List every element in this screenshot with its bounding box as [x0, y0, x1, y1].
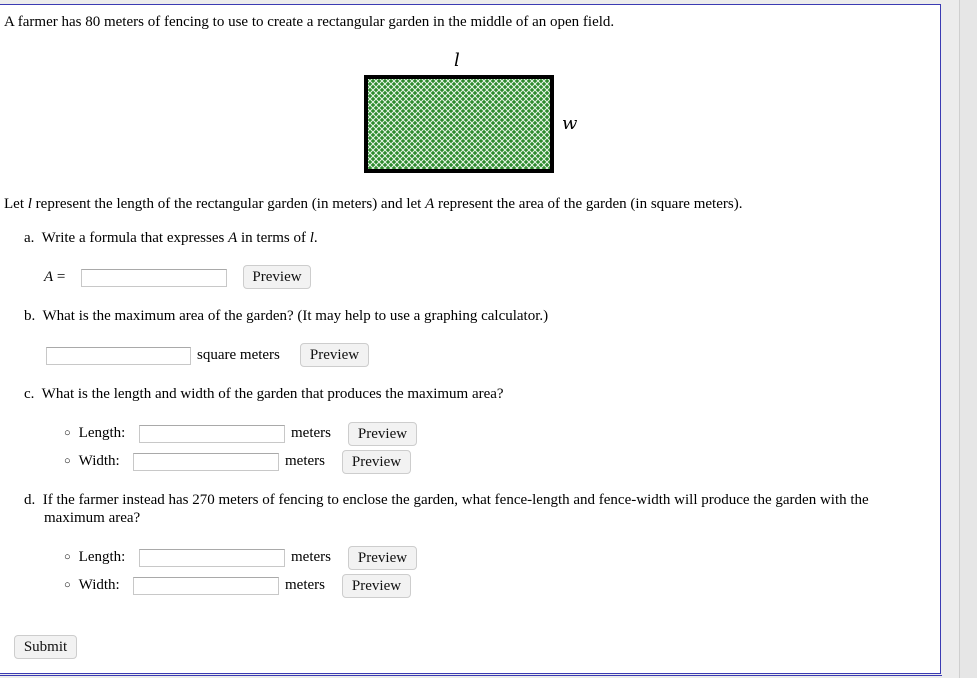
- problem-intro: A farmer has 80 meters of fencing to use to create a rectangular garden in the middle of an open field.: [4, 14, 615, 30]
- setup-var-l: l: [27, 196, 32, 212]
- part-c-width-label: [64, 453, 120, 470]
- preview-button-a[interactable]: Preview: [243, 265, 311, 289]
- part-d-width-text: Width:: [78, 577, 120, 593]
- part-a-marker: a.: [24, 230, 35, 246]
- panel-bottom-border: [0, 675, 942, 676]
- part-c-width-text: Width:: [78, 453, 120, 469]
- part-a-lhs-eq: =: [56, 269, 66, 285]
- part-d-question-line1: [24, 492, 869, 509]
- part-d-question-line2: maximum area?: [44, 510, 141, 526]
- part-a-lhs: [44, 269, 65, 286]
- garden-rectangle: [366, 77, 552, 171]
- part-a-suffix: .: [313, 230, 318, 246]
- submit-button[interactable]: Submit: [14, 635, 77, 659]
- part-a-var-l: l: [309, 230, 314, 246]
- preview-button-d-width[interactable]: Preview: [342, 574, 411, 598]
- garden-figure: [364, 75, 554, 173]
- part-c-width-input[interactable]: [133, 453, 279, 471]
- part-d-length-unit: meters: [291, 549, 331, 565]
- bullet-icon: ○: [64, 455, 71, 467]
- max-area-input[interactable]: [46, 347, 191, 365]
- part-d-width-input[interactable]: [133, 577, 279, 595]
- part-d-marker: d.: [24, 492, 36, 508]
- part-b-marker: b.: [24, 308, 36, 324]
- part-c-text: What is the length and width of the garden that produces the maximum area?: [41, 386, 504, 402]
- part-a-question: [24, 230, 318, 247]
- part-c-length-unit: meters: [291, 425, 331, 441]
- part-d-length-input[interactable]: [139, 549, 285, 567]
- bullet-icon: ○: [64, 551, 71, 563]
- part-a-lhs-var: A: [44, 269, 54, 285]
- part-d-width-unit: meters: [285, 577, 325, 593]
- setup-middle: represent the length of the rectangular garden (in meters) and let: [31, 196, 426, 212]
- part-d-text-1: If the farmer instead has 270 meters of fencing to enclose the garden, what fence-length and fence-width will produce the garden with the: [42, 492, 869, 508]
- preview-button-c-length[interactable]: Preview: [348, 422, 417, 446]
- part-c-length-text: Length:: [78, 425, 126, 441]
- part-c-question: [24, 386, 504, 403]
- setup-var-A: A: [425, 196, 435, 212]
- preview-button-c-width[interactable]: Preview: [342, 450, 411, 474]
- preview-button-d-length[interactable]: Preview: [348, 546, 417, 570]
- formula-input[interactable]: [81, 269, 227, 287]
- part-b-text: What is the maximum area of the garden? (It may help to use a graphing calculator.): [42, 308, 549, 324]
- problem-setup: [4, 196, 742, 213]
- part-a-var-A: A: [228, 230, 238, 246]
- bullet-icon: ○: [64, 427, 71, 439]
- part-a-prefix: Write a formula that expresses: [41, 230, 229, 246]
- part-c-width-unit: meters: [285, 453, 325, 469]
- part-b-unit: square meters: [197, 347, 280, 363]
- preview-button-b[interactable]: Preview: [300, 343, 369, 367]
- width-label: w: [562, 113, 578, 134]
- part-c-marker: c.: [24, 386, 35, 402]
- part-b-question: [24, 308, 548, 325]
- setup-prefix: Let: [4, 196, 28, 212]
- page-scrollbar[interactable]: [959, 0, 977, 678]
- part-d-width-label: [64, 577, 120, 594]
- bullet-icon: ○: [64, 579, 71, 591]
- part-c-length-label: [64, 425, 125, 442]
- part-c-length-input[interactable]: [139, 425, 285, 443]
- length-label: l: [454, 50, 460, 71]
- setup-suffix: represent the area of the garden (in square meters).: [434, 196, 743, 212]
- part-d-length-label: [64, 549, 125, 566]
- part-a-middle: in terms of: [237, 230, 310, 246]
- part-d-length-text: Length:: [78, 549, 126, 565]
